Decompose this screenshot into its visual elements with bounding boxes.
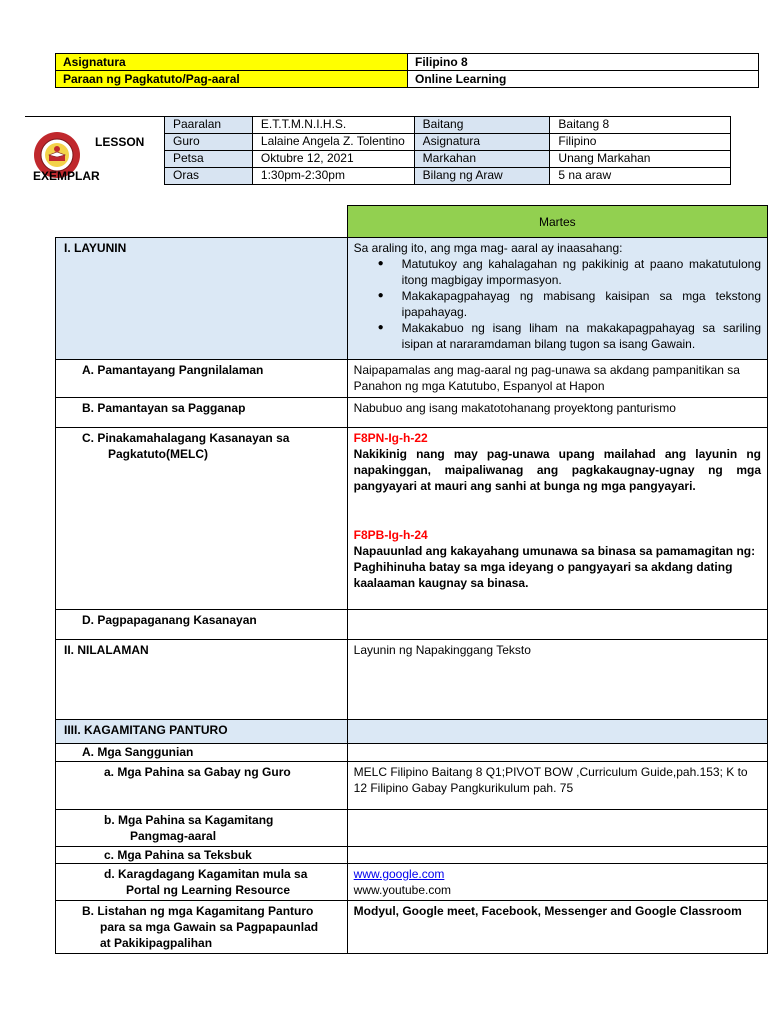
performance-standard-value: Nabubuo ang isang makatotohanang proyektong panturismo <box>347 398 767 428</box>
teacher-guide-value: MELC Filipino Baitang 8 Q1;PIVOT BOW ,Curriculum Guide,pah.153; K to 12 Filipino Gabay Pangkurikulum pah. 75 <box>347 762 767 810</box>
info-row <box>165 168 731 185</box>
info-row <box>165 151 731 168</box>
info-key: Petsa <box>165 151 253 168</box>
learner-materials-value <box>347 810 767 847</box>
info-key: Markahan <box>414 151 550 168</box>
materials-list-label: B. Listahan ng mga Kagamitang Panturo <box>82 904 314 918</box>
melc-row <box>56 428 768 610</box>
info-value: Baitang 8 <box>550 117 731 134</box>
teacher-guide-label: a. Mga Pahina sa Gabay ng Guro <box>104 765 291 779</box>
content-standard-value: Naipapamalas ang mag-aaral ng pag-unawa sa akdang pampanitikan sa Panahon ng mga Katutubo, Espanyol at Hapon <box>347 360 767 398</box>
lr-portal-label-cont: Portal ng Learning Resource <box>126 883 291 897</box>
info-key: Baitang <box>414 117 550 134</box>
content-standard-row <box>56 360 768 398</box>
melc-code: F8PN-Ig-h-22 <box>353 431 428 445</box>
lr-portal-label: d. Karagdagang Kagamitan mula sa <box>104 867 308 881</box>
info-value: 5 na araw <box>550 168 731 185</box>
melc-text: Paghihinuha batay sa mga ideyang o pangyayari sa akdang dating kaalaaman kaugnay sa binasa. <box>353 560 733 590</box>
subject-value: Filipino 8 <box>408 54 759 71</box>
nilalaman-row <box>56 640 768 720</box>
layunin-intro: Sa araling ito, ang mga mag- aaral ay inaasahang: <box>353 241 623 255</box>
info-key: Oras <box>165 168 253 185</box>
learning-mode-label: Paraan ng Pagkatuto/Pag-aaral <box>56 71 408 88</box>
melc-code: F8PB-Ig-h-24 <box>353 528 428 542</box>
info-key: Asignatura <box>414 134 550 151</box>
info-value: E.T.T.M.N.I.H.S. <box>252 117 414 134</box>
layunin-label: I. LAYUNIN <box>56 238 348 360</box>
lesson-plan-table <box>55 205 768 954</box>
nilalaman-label: II. NILALAMAN <box>56 640 348 720</box>
lesson-exemplar-header <box>25 116 165 202</box>
layunin-content <box>347 238 767 360</box>
layunin-row <box>56 238 768 360</box>
info-row <box>165 134 731 151</box>
google-link[interactable]: www.google.com <box>353 867 445 881</box>
info-value: Unang Markahan <box>550 151 731 168</box>
teacher-guide-row <box>56 762 768 810</box>
melc-label: C. Pinakamahalagang Kasanayan sa <box>82 431 290 445</box>
info-value: Filipino <box>550 134 731 151</box>
objective-item: ● Makakabuo ng isang liham na makakapagpahayag sa sariling isipan at nararamdaman bilang tugon sa isang Gawain. <box>354 320 761 352</box>
objectives-list <box>354 256 761 352</box>
performance-standard-label: B. Pamantayan sa Pagganap <box>82 401 246 415</box>
textbook-label: c. Mga Pahina sa Teksbuk <box>104 848 252 862</box>
melc-text: Napauunlad ang kakayahang umunawa sa binasa sa pamamagitan ng: <box>353 544 756 558</box>
info-key: Guro <box>165 134 253 151</box>
info-value: 1:30pm-2:30pm <box>252 168 414 185</box>
lesson-info-table <box>164 116 731 185</box>
info-key: Bilang ng Araw <box>414 168 550 185</box>
melc-content <box>347 428 767 610</box>
youtube-link: www.youtube.com <box>353 883 452 897</box>
performance-standard-row <box>56 398 768 428</box>
subject-row <box>56 54 759 71</box>
sanggunian-label: A. Mga Sanggunian <box>82 745 194 759</box>
melc-label-cont: Pagkatuto(MELC) <box>108 447 208 461</box>
textbook-row <box>56 847 768 864</box>
info-key: Paaralan <box>165 117 253 134</box>
lesson-title: LESSON <box>95 135 145 149</box>
enabling-skills-label: D. Pagpapaganang Kasanayan <box>82 613 257 627</box>
subject-label: Asignatura <box>56 54 408 71</box>
enabling-skills-value <box>347 610 767 640</box>
kagamitan-row <box>56 720 768 744</box>
kagamitan-label: IIII. KAGAMITANG PANTURO <box>56 720 348 744</box>
info-value: Lalaine Angela Z. Tolentino <box>252 134 414 151</box>
materials-list-label-cont: at Pakikipagpalihan <box>100 936 213 950</box>
lr-portal-row <box>56 864 768 901</box>
enabling-skills-row <box>56 610 768 640</box>
info-row <box>165 117 731 134</box>
materials-list-row <box>56 901 768 954</box>
learner-materials-label-cont: Pangmag-aaral <box>130 829 217 843</box>
learner-materials-row <box>56 810 768 847</box>
exemplar-title: EXEMPLAR <box>33 169 100 183</box>
learning-mode-value: Online Learning <box>408 71 759 88</box>
info-value: Oktubre 12, 2021 <box>252 151 414 168</box>
textbook-value <box>347 847 767 864</box>
nilalaman-value: Layunin ng Napakinggang Teksto <box>347 640 767 720</box>
content-standard-label: A. Pamantayang Pangnilalaman <box>82 363 264 377</box>
learner-materials-label: b. Mga Pahina sa Kagamitang <box>104 813 274 827</box>
sanggunian-row <box>56 744 768 762</box>
melc-text: Nakikinig nang may pag-unawa upang mailahad ang layunin ng napakinggan, maipaliwanag ang pagkakaugnay-ugnay ng mga pangyayari at mauri ang sanhi at bunga ng mga pangyayari. <box>353 447 761 493</box>
day-header: Martes <box>347 206 767 238</box>
objective-item: ● Matutukoy ang kahalagahan ng pakikinig at paano makatutulong itong magbigay impormasyon. <box>354 256 761 288</box>
materials-list-value: Modyul, Google meet, Facebook, Messenger and Google Classroom <box>347 901 767 954</box>
subject-table <box>55 53 759 88</box>
day-header-row <box>56 206 768 238</box>
materials-list-label-cont: para sa mga Gawain sa Pagpapaunlad <box>100 920 319 934</box>
learning-mode-row <box>56 71 759 88</box>
objective-item: ● Makakapagpahayag ng mabisang kaisipan sa mga tekstong ipapahayag. <box>354 288 761 320</box>
